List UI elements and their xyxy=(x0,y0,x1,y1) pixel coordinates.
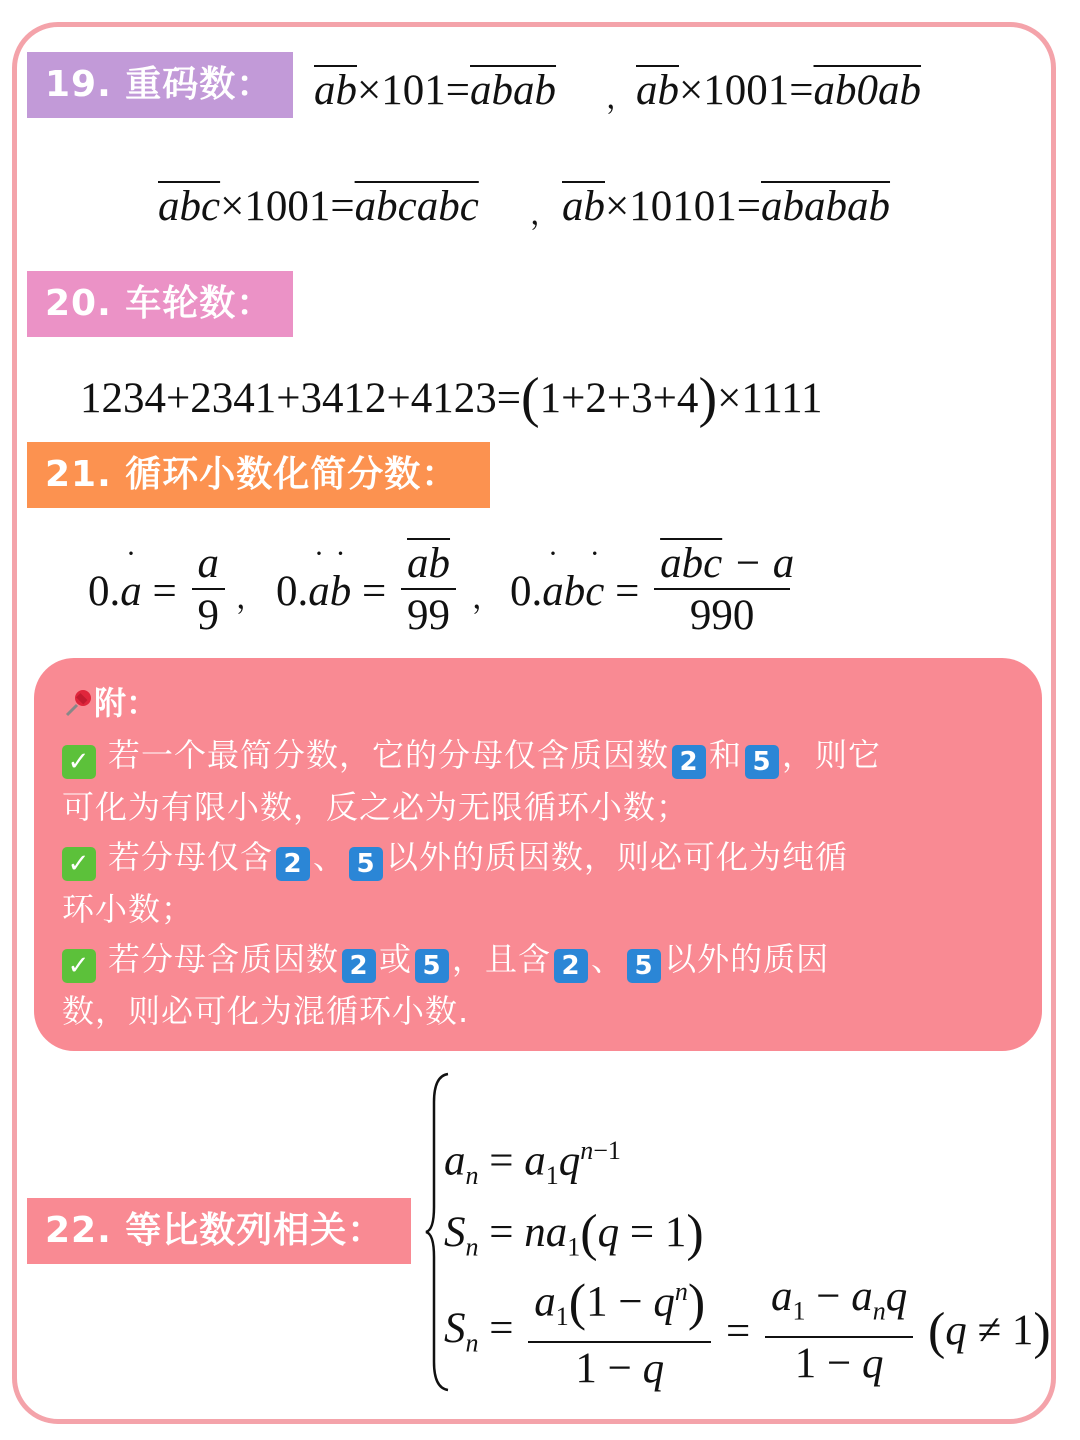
formula-19c: $\overline{abc}\times 1001=abcabc$ xyxy=(158,183,479,230)
note-line-5: ✓ 若分母含质因数 2 或 5 ，且含 2 、 5 以外的质因 xyxy=(62,934,829,983)
formula-22-line2: $S_n = na_1(q = 1)$ xyxy=(444,1205,704,1262)
formula-20: 1234+2341+3412+4123=(1+2+3+4)×1111 xyxy=(80,367,823,429)
note-title: 附： xyxy=(64,678,158,724)
section-19-label: 19. 重码数： xyxy=(27,52,293,118)
fraction-21a-den: 9 xyxy=(197,592,220,639)
keycap-5-icon: 5 xyxy=(349,847,383,881)
keycap-5-icon: 5 xyxy=(415,949,449,983)
keycap-5-icon: 5 xyxy=(627,949,661,983)
checkmark-icon: ✓ xyxy=(62,847,96,881)
keycap-2-icon: 2 xyxy=(276,847,310,881)
formula-21b: 0.· a· b = $\frac{\overline{ab}}{99}$ xyxy=(276,540,460,642)
comma-19a: ， xyxy=(606,81,636,116)
formula-19b: $\overline{ab}\times 1001=ab0ab$ xyxy=(636,67,922,114)
note-line-3: ✓ 若分母仅含 2 、 5 以外的质因数，则必可化为纯循 xyxy=(62,832,848,881)
comma-21b: ， xyxy=(472,581,502,616)
formula-21a: 0.· a = $\frac{a}{9}$ xyxy=(88,540,229,642)
section-22-label: 22. 等比数列相关： xyxy=(27,1198,411,1264)
keycap-2-icon: 2 xyxy=(554,949,588,983)
checkmark-icon: ✓ xyxy=(62,949,96,983)
formula-19d: $\overline{ab}\times 10101=ababab$ xyxy=(562,183,891,230)
fraction-21b-num: $\overline{ab}$ xyxy=(401,540,456,590)
fraction-21c-den: 990 xyxy=(689,592,755,639)
section-20-label: 20. 车轮数： xyxy=(27,271,293,337)
formula-22-line1: $a_n = a_1q^{n-1}$ xyxy=(444,1136,621,1190)
keycap-2-icon: 2 xyxy=(342,949,376,983)
fraction-21c-num: $\overline{abc} - a$ xyxy=(654,540,790,590)
checkmark-icon: ✓ xyxy=(62,745,96,779)
note-line-4: 环小数； xyxy=(62,890,195,928)
pushpin-icon xyxy=(64,688,94,718)
keycap-2-icon: 2 xyxy=(672,745,706,779)
section-21-label: 21. 循环小数化简分数： xyxy=(27,442,490,508)
note-line-1: ✓ 若一个最简分数，它的分母仅含质因数 2 和 5 ，则它 xyxy=(62,730,881,779)
comma-19c: ， xyxy=(530,197,560,232)
fraction-21a-num: a xyxy=(192,540,226,590)
note-box xyxy=(34,658,1042,1051)
keycap-5-icon: 5 xyxy=(745,745,779,779)
formula-22-line3: $S_n$ = $\frac{a_1(1 - q^n)}{1 - q}$ = $\frac{a_1 - a_nq}{1 - q}$ (q ≠ 1) xyxy=(444,1268,1051,1395)
fraction-21b-den: 99 xyxy=(407,592,451,639)
formula-21c: 0.· ab· c = $\frac{\overline{abc} - a}{990}$ xyxy=(510,540,794,642)
comma-21a: ， xyxy=(236,581,266,616)
note-line-2: 可化为有限小数，反之必为无限循环小数； xyxy=(62,788,690,826)
note-line-6: 数，则必可化为混循环小数. xyxy=(62,992,470,1030)
formula-19a: $\overline{ab}\times 101=abab$ xyxy=(314,67,557,114)
